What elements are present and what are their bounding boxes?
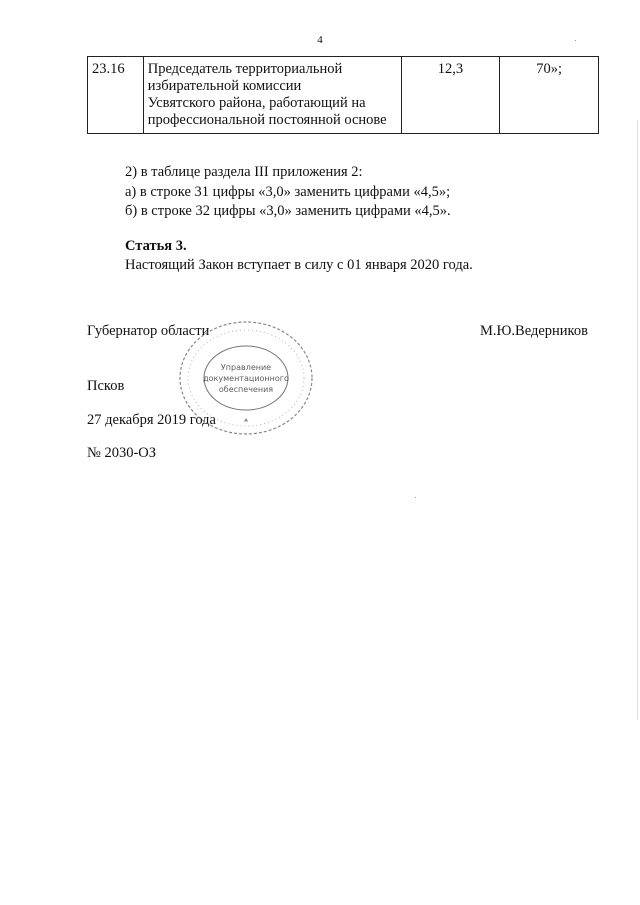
stamp-line-1: Управление (220, 363, 272, 372)
signatory-name: М.Ю.Ведерников (480, 323, 588, 339)
description-line: Председатель территориальной (147, 61, 343, 77)
amendment-table (87, 56, 599, 134)
row-value-cell: 12,3 (401, 57, 500, 134)
description-line: Усвятского района, работающий на (147, 95, 366, 111)
stamp-seal-icon (176, 318, 316, 438)
amendment-item-2: 2) в таблице раздела III приложения 2: (125, 164, 363, 180)
stamp-line-2: документационного (203, 374, 289, 383)
amendment-item-a: а) в строке 31 цифры «3,0» заменить цифрами «4,5»; (125, 184, 451, 200)
row-percent-cell: 70»; (500, 57, 599, 134)
article-text: Настоящий Закон вступает в силу с 01 января 2020 года. (125, 257, 473, 273)
description-line: профессиональной постоянной основе (147, 112, 387, 128)
scan-speck (415, 497, 416, 498)
official-stamp (176, 318, 316, 438)
table-row (88, 57, 599, 134)
stamp-line-3: обеспечения (218, 385, 274, 394)
row-description-cell (143, 57, 401, 134)
law-number: № 2030-ОЗ (87, 445, 157, 461)
signing-city: Псков (87, 378, 125, 394)
description-line: избирательной комиссии (147, 78, 302, 94)
scan-edge (637, 120, 638, 720)
article-heading: Статья 3. (125, 238, 187, 254)
amendment-item-b: б) в строке 32 цифры «3,0» заменить цифрами «4,5». (125, 203, 451, 219)
page-number: 4 (317, 34, 323, 46)
scan-speck (575, 40, 576, 41)
row-number-cell: 23.16 (88, 57, 144, 134)
signing-date: 27 декабря 2019 года (87, 412, 216, 428)
signatory-position: Губернатор области (87, 323, 210, 339)
